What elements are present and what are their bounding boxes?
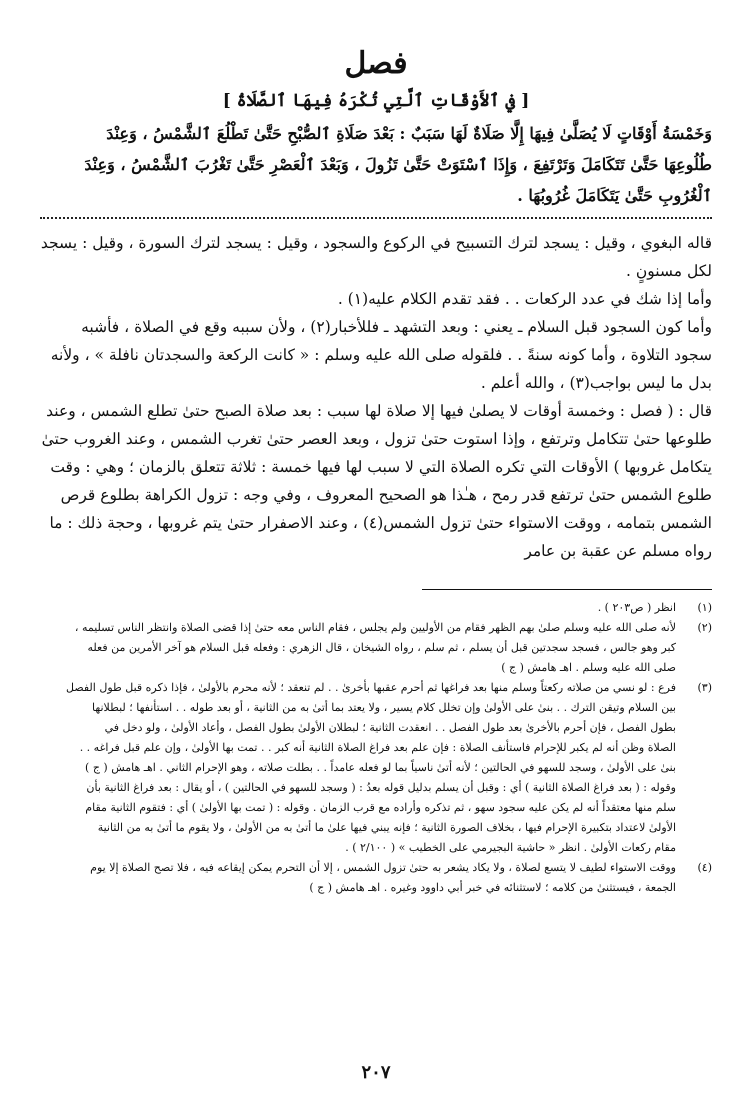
footnote-line: بين السلام وتيقن الترك . . بنىٰ على الأولىٰ وإن تخلل كلام يسير ، ولا يعتد بما أتىٰ به من الثانية ، أو بعد طوله . . استأنفها ؛ لبطلانها	[92, 701, 676, 714]
footnote-3	[40, 678, 712, 858]
matn-line: طُلُوعِهَا حَتَّىٰ تَتَكَامَلَ وَتَرْتَفِعَ ، وَإِذَا ٱسْتَوَتْ حَتَّىٰ تَزُولَ ، وَبَعْدَ ٱلْعَصْرِ حَتَّىٰ تَغْرُبَ ٱلشَّمْسُ ، وَعِنْدَ	[84, 155, 712, 174]
section-heading: [ في ٱلأَوْقَاتِ ٱلَّتِي تُكْرَهُ فِيهَا ٱلصَّلَاةُ ]	[222, 91, 530, 111]
footnote-line: لأنه صلى الله عليه وسلم صلىٰ بهم الظهر فقام من الأوليين ولم يجلس ، فقام الناس معه حتىٰ إذا قضى الصلاة وانتظر الناس تسليمه ،	[74, 621, 676, 634]
footnote-line: فرع : لو نسي من صلاته ركعتاً وسلم منها بعد فراغها ثم أحرم عقبها بأخرىٰ . . لم تنعقد ؛ لأنه محرم بالأولىٰ ، فإذا ذكره قبل طول الفصل	[65, 681, 676, 694]
footnote-line: بنىٰ على الأولىٰ ، وسجد للسهو في الحالتين ؛ لأنه أتىٰ ناسياً بما لو فعله عامداً . . بطلت صلاته ، وهو الإحرام الثاني . اهـ هامش ( ج )	[85, 761, 676, 774]
chapter-title: فصل	[344, 46, 408, 81]
footnote-line: مقام ركعات الأولىٰ . انظر « حاشية البجيرمي على الخطيب » ( ٢/١٠٠ ) .	[345, 841, 676, 854]
footnote-line: ووقت الاستواء لطيف لا يتسع لصلاة ، ولا يكاد يشعر به حتىٰ تزول الشمس ، إلا أن التحرم يمكن إيقاعه فيه ، فلا تصح الصلاة إلا يوم	[90, 861, 676, 874]
footnotes	[40, 598, 712, 898]
body-paragraph: وأما إذا شك في عدد الركعات . . فقد تقدم الكلام عليه(١) .	[337, 290, 712, 308]
footnote-line: صلى الله عليه وسلم . اهـ هامش ( ج )	[501, 661, 676, 674]
matn-text	[40, 118, 712, 211]
page-number: ٢٠٧	[361, 1062, 391, 1083]
page	[40, 44, 712, 898]
footnote-number: (١)	[697, 601, 712, 614]
footnote-4	[40, 858, 712, 898]
footnote-line: الأولىٰ لاعتداد بتكبيرة الإحرام فيها ، بخلاف الصورة الثانية ؛ فإنه يبني فيها علىٰ ما أتىٰ به من الأولىٰ ، ولا يقوم ما أتىٰ به من الثانية	[97, 821, 676, 834]
footnote-divider	[422, 589, 712, 590]
footnote-number: (٢)	[697, 621, 712, 634]
footnote-line: كبر وهو جالس ، فسجد سجدتين قبل أن يسلم ، ثم سلم ، رواه الشيخان ، قال الزهري : وفعله قبل السلام هو آخر الأمرين من فعله	[87, 641, 676, 654]
footnote-1	[40, 598, 712, 618]
footnote-line: وقوله : ( بعد فراغ الصلاة الثانية ) أي : وقبل أن يسلم بدليل قوله بعدُ : ( وسجد للسهو في الحالتين ) ، أو يقال : بعد فراغ الثانية بأن	[86, 781, 676, 794]
footnote-line: الصلاة وظن أنه لم يكبر للإحرام فاستأنف الصلاة : فإن علم بعد فراغ الصلاة الثانية أنه كبر . . تمت بها الأولىٰ ، وإن علم قبل فراغه . .	[79, 741, 676, 754]
matn-line: ٱلْغُرُوبِ حَتَّىٰ يَتَكَامَلَ غُرُوبُهَا .	[517, 186, 712, 205]
matn-line: وَخَمْسَةُ أَوْقَاتٍ لَا يُصَلَّىٰ فِيهَا إِلَّا صَلَاةٌ لَهَا سَبَبٌ : بَعْدَ صَلَاةِ ٱلصُّبْحِ حَتَّىٰ تَطْلُعَ ٱلشَّمْسُ ، وَعِنْدَ	[106, 124, 712, 143]
footnote-number: (٣)	[697, 681, 712, 694]
footnote-line: سلم منها معتقداً أنه لم يكن عليه سجود سهو ، ثم تذكره وأراده مع قرب الزمان . وقوله : ( تمت بها الأولىٰ ) أي : فتقوم الثانية مقام	[85, 801, 676, 814]
footnote-2	[40, 618, 712, 678]
body-paragraph: وأما كون السجود قبل السلام ـ يعني : وبعد التشهد ـ فللأخبار(٢) ، ولأن سببه وقع في الصلاة ، فأشبه سجود التلاوة ، وأما كونه سنةً . . فلقوله صلى الله عليه وسلم : « كانت الركعة والسجدتان نافلة » ، ولأنه بدل ما ليس بواجب(٣) ، والله أعلم .	[50, 318, 712, 392]
body-paragraph: قال : ( فصل : وخمسة أوقات لا يصلىٰ فيها إلا صلاة لها سبب : بعد صلاة الصبح حتىٰ تطلع الشمس ، وعند طلوعها حتىٰ تتكامل وترتفع ، وإذا استوت حتىٰ تزول ، وبعد العصر حتىٰ تغرب الشمس ، وعند الغروب حتىٰ يتكامل غروبها ) الأوقات التي تكره الصلاة التي لا سبب لها فيها خمسة : ثلاثة تتعلق بالزمان ؛ وهي : وقت طلوع الشمس حتىٰ ترتفع قدر رمح ، هـٰذا هو الصحيح المعروف ، وفي وجه : تزول الكراهة بطلوع قرص الشمس بتمامه ، ووقت الاستواء حتىٰ تزول الشمس(٤) ، وعند الاصفرار حتىٰ يتم غروبها ، وحجة ذلك : ما رواه مسلم عن عقبة بن عامر	[41, 402, 712, 560]
footnote-number: (٤)	[697, 861, 712, 874]
dotted-separator	[40, 213, 712, 219]
body-paragraph: قاله البغوي ، وقيل : يسجد لترك التسبيح في الركوع والسجود ، وقيل : يسجد لترك السورة ، وقيل : يسجد لكل مسنونٍ .	[40, 234, 712, 280]
commentary-body	[40, 229, 712, 565]
footnote-line: انظر ( ص٢٠٣ ) .	[597, 601, 676, 614]
footnote-line: بطول الفصل ، فإن أحرم بالأخرىٰ بعد طول الفصل . . انعقدت الثانية ؛ لبطلان الأولىٰ بطول الفصل ، وأعاد الأولىٰ ، ولو دخل في	[104, 721, 676, 734]
footnote-line: الجمعة ، فيستثنىٰ من كلامه ؛ لاستثنائه في خبر أبي داوود وغيره . اهـ هامش ( ج )	[309, 881, 676, 894]
